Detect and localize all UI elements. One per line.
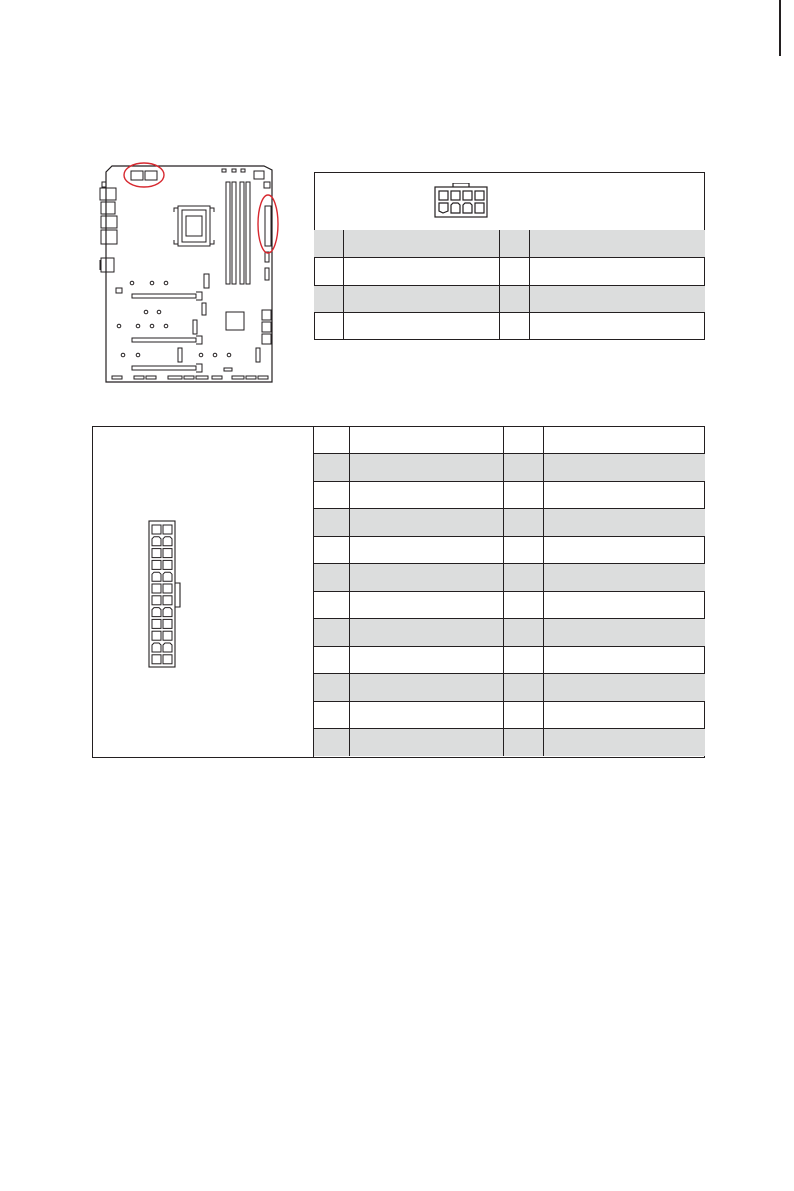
pin-signal <box>349 619 503 647</box>
pin-table <box>314 426 705 756</box>
connector-pin <box>152 572 161 581</box>
24-pin-connector-icon <box>147 519 183 669</box>
highlight-marks <box>124 163 278 253</box>
pin-signal <box>343 258 499 286</box>
pin-number <box>499 230 529 258</box>
connector-pin <box>152 655 161 664</box>
pin-number <box>314 481 349 509</box>
pin-number <box>503 481 543 509</box>
pin-table <box>314 230 705 340</box>
pin-number <box>503 591 543 619</box>
pin-signal <box>543 729 705 757</box>
connector-image-cell <box>93 427 314 757</box>
pin-signal <box>349 591 503 619</box>
connector-pin <box>152 549 161 558</box>
table-row <box>314 564 705 592</box>
table-row <box>314 646 705 674</box>
pin-signal <box>349 729 503 757</box>
table-row <box>314 674 705 702</box>
pin-number <box>314 536 349 564</box>
table-row <box>314 509 705 537</box>
pin-number <box>503 426 543 454</box>
motherboard-layout-icon <box>98 160 280 390</box>
pin-number <box>503 674 543 702</box>
pin-signal <box>543 619 705 647</box>
table-row <box>314 258 705 286</box>
pin-number <box>314 285 343 313</box>
pin-signal <box>543 564 705 592</box>
connector-pin <box>152 619 161 628</box>
connector-pin <box>152 596 161 605</box>
cpu-power-pinout-table <box>314 172 705 340</box>
pin-number <box>503 646 543 674</box>
pin-number <box>314 701 349 729</box>
connector-pin <box>152 584 161 593</box>
pin-signal <box>543 509 705 537</box>
pin-signal <box>543 481 705 509</box>
pin-signal <box>543 591 705 619</box>
pin-signal <box>349 701 503 729</box>
pin-number <box>503 454 543 482</box>
table-row <box>314 313 705 341</box>
pin-signal <box>529 230 705 258</box>
pin-signal <box>529 285 705 313</box>
table-row <box>314 454 705 482</box>
table-row <box>314 285 705 313</box>
pin-signal <box>343 230 499 258</box>
connector-pin <box>152 537 161 546</box>
pin-signal <box>349 564 503 592</box>
pin-signal <box>349 426 503 454</box>
pin-signal <box>543 701 705 729</box>
pin-number <box>503 619 543 647</box>
pin-signal <box>543 454 705 482</box>
connector-pin <box>163 560 172 569</box>
pin-number <box>314 564 349 592</box>
pin-number <box>314 619 349 647</box>
pin-number <box>314 729 349 757</box>
pin-number <box>314 426 349 454</box>
table-row <box>314 230 705 258</box>
pin-number <box>314 313 343 341</box>
pin-number <box>503 701 543 729</box>
table-row <box>314 619 705 647</box>
table-row <box>314 591 705 619</box>
connector-pin <box>152 631 161 640</box>
pin-signal <box>529 313 705 341</box>
connector-pin <box>152 608 161 617</box>
connector-pin <box>152 643 161 652</box>
connector-pin <box>163 631 172 640</box>
pin-number <box>314 674 349 702</box>
pin-number <box>314 509 349 537</box>
pin-signal <box>543 674 705 702</box>
connector-pin <box>152 525 161 534</box>
pin-signal <box>543 426 705 454</box>
pin-number <box>314 454 349 482</box>
connector-pin <box>163 608 172 617</box>
connector-pin <box>163 655 172 664</box>
table-row <box>314 536 705 564</box>
atx-power-pinout-table <box>92 426 705 758</box>
table-row <box>314 426 705 454</box>
pin-signal <box>543 646 705 674</box>
pin-number <box>499 258 529 286</box>
pin-signal <box>349 536 503 564</box>
connector-pin <box>163 643 172 652</box>
table-row <box>314 481 705 509</box>
table-row <box>314 701 705 729</box>
8-pin-connector-icon <box>433 183 489 219</box>
pin-number <box>503 536 543 564</box>
pin-signal <box>343 313 499 341</box>
connector-pin <box>163 549 172 558</box>
pin-number <box>314 230 343 258</box>
pin-number <box>499 313 529 341</box>
connector-pin <box>163 619 172 628</box>
connector-pin <box>152 560 161 569</box>
pin-number <box>314 646 349 674</box>
connector-pin <box>163 572 172 581</box>
pin-signal <box>349 481 503 509</box>
table-row <box>314 729 705 757</box>
pin-number <box>503 509 543 537</box>
pin-number <box>499 285 529 313</box>
connector-pin <box>163 537 172 546</box>
connector-image-cell <box>315 173 704 231</box>
pin-signal <box>343 285 499 313</box>
page-edge-marker <box>779 0 781 56</box>
connector-pin <box>163 525 172 534</box>
pin-signal <box>349 674 503 702</box>
pin-number <box>314 258 343 286</box>
pin-number <box>503 564 543 592</box>
connector-pin <box>163 596 172 605</box>
pin-signal <box>349 454 503 482</box>
pin-signal <box>543 536 705 564</box>
connector-pin <box>163 584 172 593</box>
pin-number <box>503 729 543 757</box>
pin-number <box>314 591 349 619</box>
pin-signal <box>349 646 503 674</box>
pin-signal <box>529 258 705 286</box>
pin-signal <box>349 509 503 537</box>
